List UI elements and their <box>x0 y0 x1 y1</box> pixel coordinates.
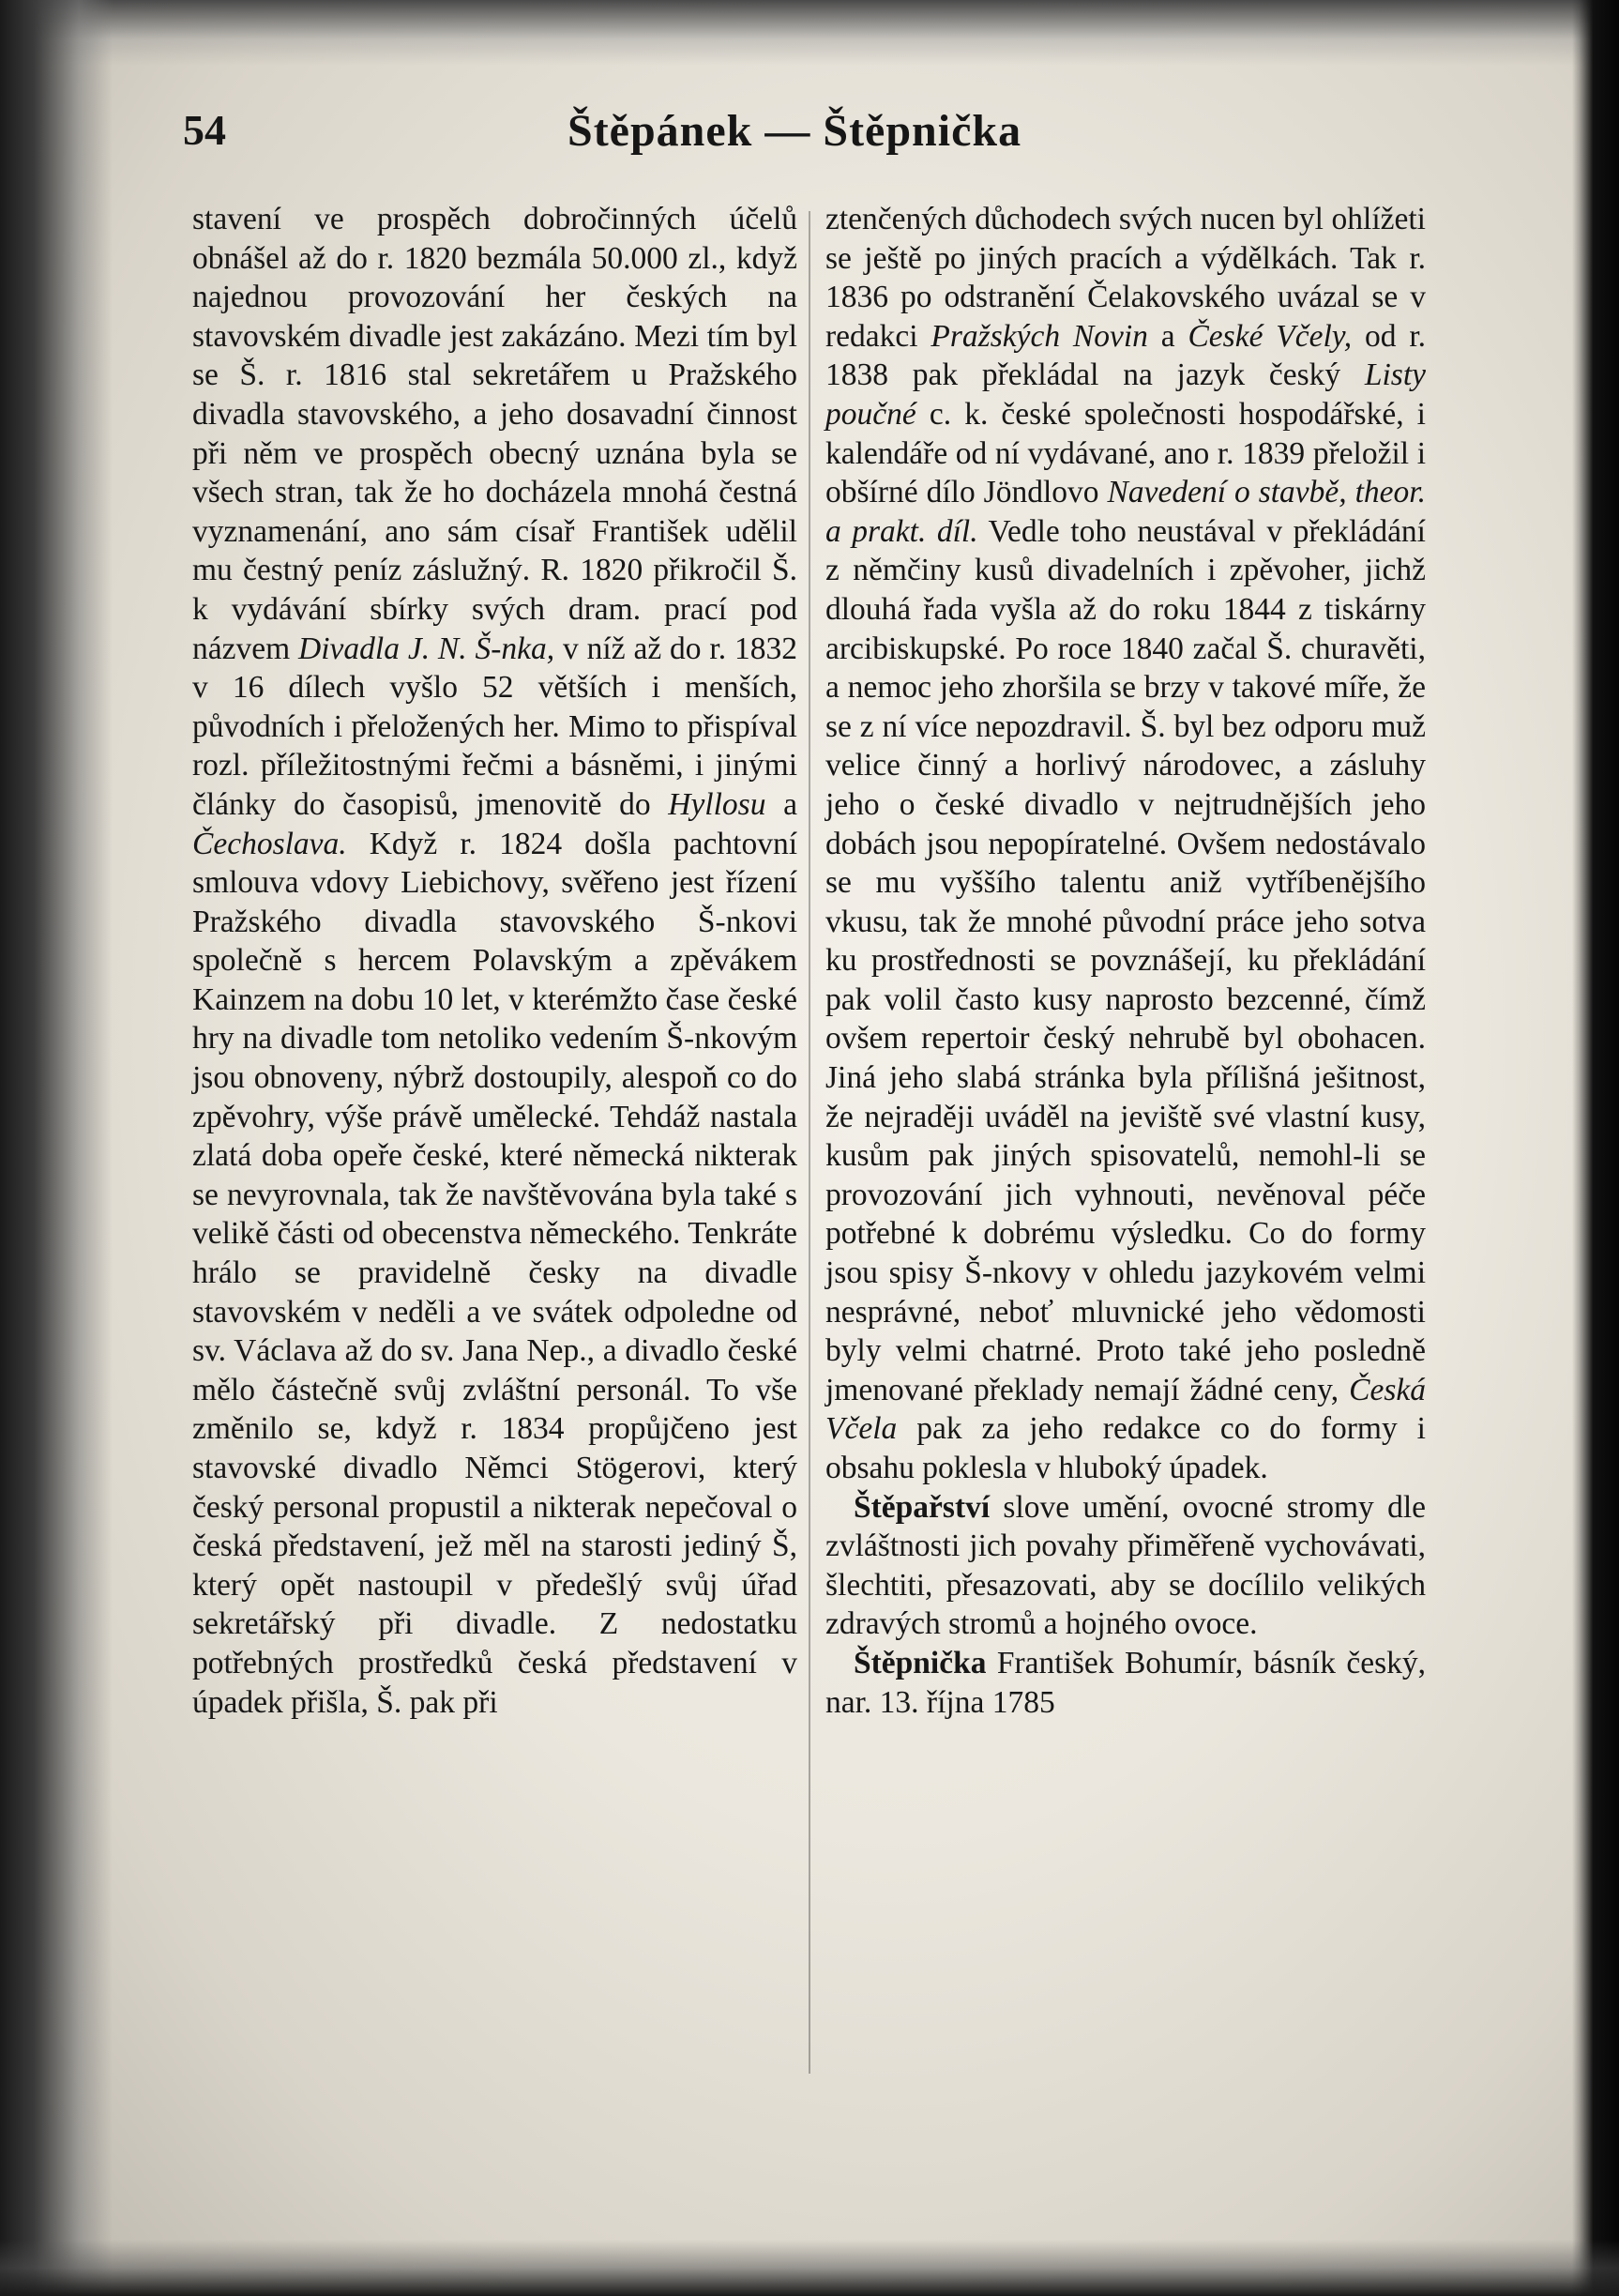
entry-headword: Štěpnička <box>854 1645 987 1680</box>
entry-stepparstvi <box>825 1488 1426 1644</box>
italic-title: Pražských Novin <box>931 318 1148 354</box>
scan-shadow-top <box>0 0 1619 66</box>
text-run: a <box>765 786 797 822</box>
running-head: Štěpánek — Štěpnička <box>567 106 1022 156</box>
text-run: stavení ve prospěch dobročinných účelů obnášel až do r. 1820 bezmála 50.000 zl., když najednou provozování her českých na stavovském divadle jest zakázáno. Mezi tím byl se Š. r. 1816 stal sekretářem u Pražského divadla stavovského, a jeho dosavadní činnost při něm ve prospěch obecný uznána byla se všech stran, tak že ho docházela mnohá čestná vyznamenání, ano sám císař František udělil mu čestný peníz záslužný. R. 1820 přikročil Š. k vydávání sbírky svých dram. prací pod názvem <box>192 202 797 666</box>
scan-shadow-bottom <box>0 2240 1619 2296</box>
italic-title: Listy poučné <box>825 357 1426 432</box>
italic-title: Čechoslava. <box>192 826 347 861</box>
entry-text: slove umění, ovocné stromy dle zvláštnosti jich povahy přiměřeně vychovávati, šlechtiti, přesazovati, aby se docílilo velikých zdravých stromů a hojného ovoce. <box>825 1489 1426 1642</box>
entry-stepnicka <box>825 1644 1426 1722</box>
scan-shadow-left <box>0 0 113 2296</box>
left-column <box>192 200 797 2095</box>
right-column <box>825 200 1426 2095</box>
page-header <box>183 105 1430 171</box>
text-run: c. k. české společnosti hospodářské, i kalendáře od ní vydávané, ano r. 1839 přeložil i obšírné dílo Jöndlovo <box>825 396 1426 510</box>
text-run: a <box>1147 318 1188 354</box>
text-run: pak za jeho redakce co do formy i obsahu poklesla v hluboký úpadek. <box>825 1411 1426 1485</box>
italic-title: České Včely, <box>1188 318 1353 354</box>
text-run: od r. 1838 pak překládal na jazyk český <box>825 318 1426 393</box>
left-paragraph <box>192 200 797 1722</box>
column-divider <box>809 211 810 2074</box>
text-run: ztenčených důchodech svých nucen byl ohlížeti se ještě po jiných pracích a výdělkách. Tak r. 1836 po odstranění Čelakovského uvázal se v redakci <box>825 202 1426 354</box>
page-number: 54 <box>183 106 226 154</box>
text-run: v níž až do r. 1832 v 16 dílech vyšlo 52 větších i menších, původních i přeložených her. Mimo to přispíval rozl. příležitostnými řečmi a básněmi, i jinými články do časopisů, jmenovitě do <box>192 631 797 822</box>
italic-title: Divadla J. N. Š-nka, <box>298 631 555 666</box>
scan-shadow-right <box>1572 0 1619 2296</box>
text-run: Když r. 1824 došla pachtovní smlouva vdovy Liebichovy, svěřeno jest řízení Pražského divadla stavovského Š-nkovi společně s hercem Polavským a zpěvákem Kainzem na dobu 10 let, v kterémžto čase české hry na divadle tom netoliko vedením Š-nkovým jsou obnoveny, nýbrž dostoupily, alespoň co do zpěvohry, výše právě umělecké. Tehdáž nastala zlatá doba opeře české, které německá nikterak se nevyrovnala, tak že navštěvována byla také s velikě části od obecenstva německého. Tenkráte hrálo se pravidelně česky na divadle stavovském v neděli a ve svátek odpoledne od sv. Václava až do sv. Jana Nep., a divadlo české mělo částečně svůj zvláštní personál. To vše změnilo se, když r. 1834 propůjčeno jest stavovské divadlo Němci Stögerovi, který český personal propustil a nikterak nepečoval o česká představení, jež měl na starosti jediný Š, který opět nastoupil v předešlý svůj úřad sekretářský při divadle. Z nedostatku potřebných prostředků česká představení v úpadek přišla, Š. pak při <box>192 826 797 1720</box>
right-paragraph <box>825 200 1426 1488</box>
italic-title: Česká Včela <box>825 1372 1426 1447</box>
text-run: Vedle toho neustával v překládání z němčiny kusů divadelních i zpěvoher, jichž dlouhá řada vyšla až do roku 1844 z tiskárny arcibiskupské. Po roce 1840 začal Š. churavěti, a nemoc jeho zhoršila se brzy v takové míře, že se z ní více nepozdravil. Š. byl bez odporu muž velice činný a horlivý národovec, a zásluhy jeho o české divadlo v nejtrudnějších jeho dobách jsou nepopíratelné. Ovšem nedostávalo se mu vyššího talentu aniž vytříbenějšího vkusu, tak že mnohé původní práce jeho sotva ku prostřednosti se povznášejí, ku překládání pak volil často kusy naprosto bezcenné, čímž ovšem repertoir český nehrubě byl obohacen. Jiná jeho slabá stránka byla přílišná ješitnost, že nejraději uváděl na jeviště své vlastní kusy, kusům pak jiných spisovatelů, nemohl-li se provozování jich vyhnouti, nevěnoval péče potřebné k dobrému výsledku. Co do formy jsou spisy Š-nkovy v ohledu jazykovém velmi nesprávné, neboť mluvnické jeho vědomosti byly velmi chatrné. Proto také jeho posledně jmenované překlady nemají žádné ceny, <box>825 513 1426 1407</box>
entry-text: František Bohumír, básník český, nar. 13. října 1785 <box>825 1645 1426 1720</box>
italic-title: Navedení o stavbě, theor. a prakt. díl. <box>825 475 1427 549</box>
entry-headword: Štěpařství <box>854 1489 991 1525</box>
italic-title: Hyllosu <box>668 786 766 822</box>
